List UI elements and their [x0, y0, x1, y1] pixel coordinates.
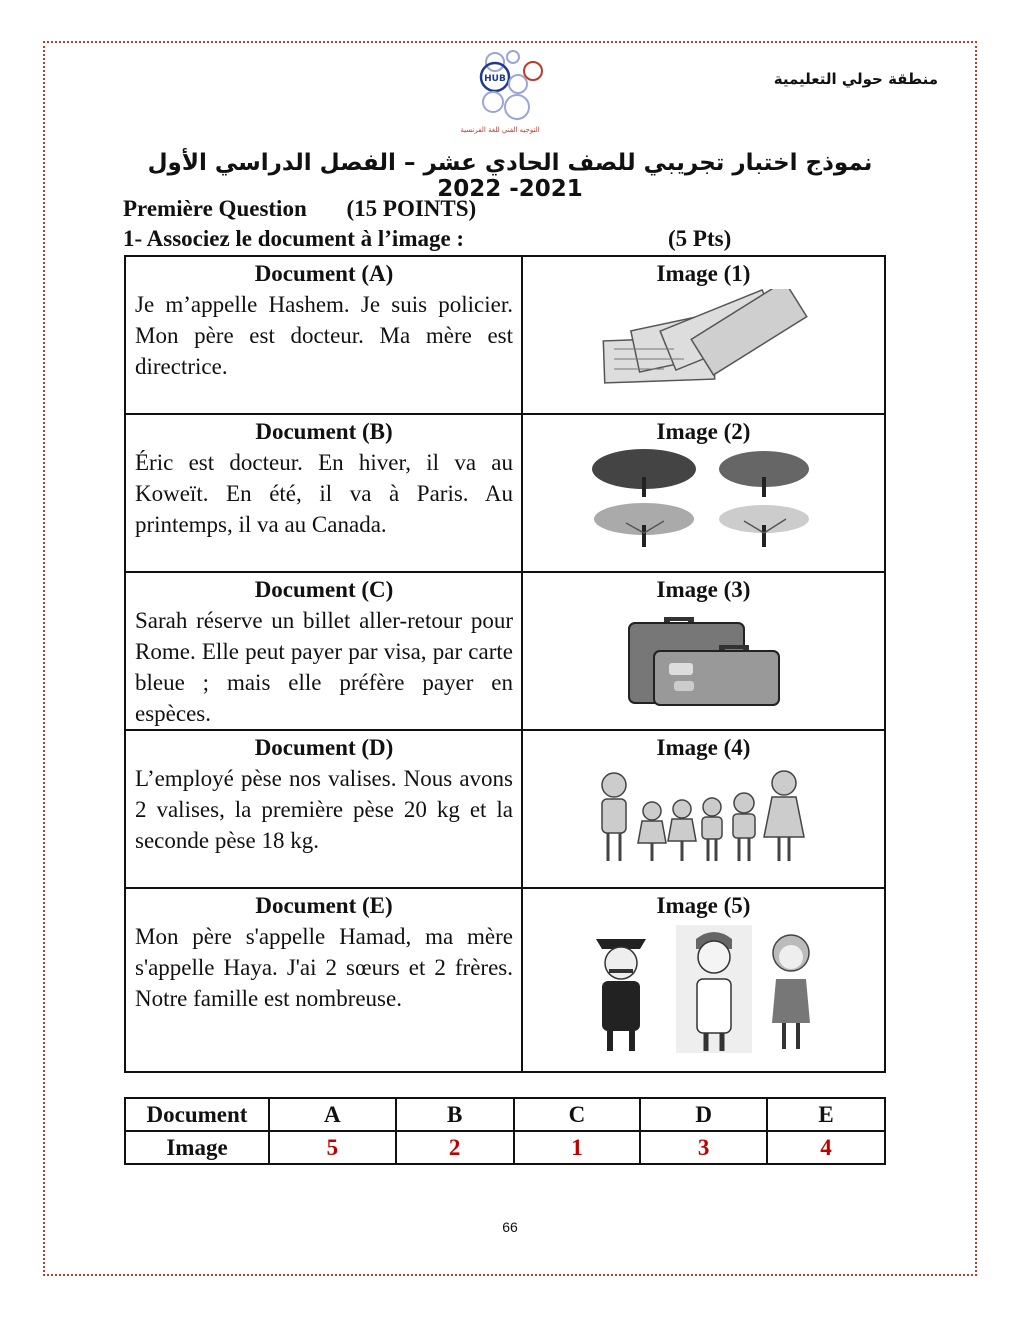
- table-row: [125, 256, 885, 414]
- document-title: Document (D): [254, 735, 394, 760]
- table-row: [125, 572, 885, 730]
- table-row: [125, 1098, 885, 1131]
- answer-letter: B: [396, 1098, 514, 1131]
- answer-letter: E: [767, 1098, 885, 1131]
- answer-letter: D: [640, 1098, 767, 1131]
- document-cell-b: [125, 414, 522, 572]
- image-cell-1: [522, 256, 885, 414]
- document-text: Mon père s'appelle Hamad, ma mère s'appelle Haya. J'ai 2 sœurs et 2 frères. Notre famille est nombreuse.: [135, 924, 513, 1011]
- document-text: L’employé pèse nos valises. Nous avons 2 valises, la première pèse 20 kg et la seconde pèse 18 kg.: [135, 766, 513, 853]
- image-title: Image (1): [656, 261, 751, 286]
- image-cell-5: [522, 888, 885, 1072]
- region-name: منطقة حولي التعليمية: [773, 70, 938, 88]
- document-cell-d: [125, 730, 522, 888]
- image-title: Image (2): [656, 419, 751, 444]
- instruction-points: (5 Pts): [668, 226, 732, 251]
- answer-table: [124, 1097, 886, 1165]
- table-row: [125, 414, 885, 572]
- policeman-icon: [596, 939, 646, 1051]
- image-cell-4: [522, 730, 885, 888]
- hub-logo: [445, 44, 555, 149]
- question-label: Première Question: [123, 196, 307, 221]
- instruction-heading: [123, 226, 763, 252]
- seasons-trees-icon: [589, 447, 819, 552]
- suitcases-icon: [624, 605, 784, 710]
- answer-value: 2: [396, 1131, 514, 1164]
- document-label: Document: [125, 1098, 269, 1131]
- document-title: Document (E): [255, 893, 393, 918]
- table-row: [125, 1131, 885, 1164]
- page-title: نموذج اختبار تجريبي للصف الحادي عشر – الفصل الدراسي الأول 2021- 2022: [147, 150, 873, 202]
- matching-table: [124, 255, 886, 1073]
- logo-text: HUB: [484, 74, 506, 84]
- question-points: (15 POINTS): [346, 196, 477, 221]
- document-cell-e: [125, 888, 522, 1072]
- document-text: Éric est docteur. En hiver, il va au Koweït. En été, il va à Paris. Au printemps, il va au Canada.: [135, 450, 513, 537]
- logo-caption: التوجيه الفني للغة الفرنسية: [460, 126, 540, 134]
- image-title: Image (5): [656, 893, 751, 918]
- image-title: Image (3): [656, 577, 751, 602]
- family-icon: [584, 763, 824, 868]
- answer-value: 5: [269, 1131, 396, 1164]
- document-text: Sarah réserve un billet aller-retour pour Rome. Elle peut payer par visa, par carte bleue ; mais elle préfère payer en espèces.: [135, 608, 513, 726]
- answer-letter: C: [514, 1098, 641, 1131]
- document-title: Document (A): [254, 261, 394, 286]
- image-cell-3: [522, 572, 885, 730]
- answer-value: 3: [640, 1131, 767, 1164]
- question-heading: [123, 196, 476, 222]
- page-number: 66: [502, 1219, 518, 1235]
- image-label: Image: [125, 1131, 269, 1164]
- table-row: [125, 888, 885, 1072]
- document-cell-c: [125, 572, 522, 730]
- professions-icon: [584, 921, 824, 1056]
- document-cell-a: [125, 256, 522, 414]
- document-text: Je m’appelle Hashem. Je suis policier. Mon père est docteur. Ma mère est directrice.: [135, 292, 513, 379]
- banknotes-icon: [584, 289, 824, 394]
- image-title: Image (4): [656, 735, 751, 760]
- doctor-icon: [676, 925, 752, 1053]
- document-title: Document (C): [254, 577, 394, 602]
- document-title: Document (B): [255, 419, 393, 444]
- image-cell-2: [522, 414, 885, 572]
- answer-letter: A: [269, 1098, 396, 1131]
- answer-value: 1: [514, 1131, 641, 1164]
- instruction-text: 1- Associez le document à l’image :: [123, 226, 465, 251]
- table-row: [125, 730, 885, 888]
- answer-value: 4: [767, 1131, 885, 1164]
- director-icon: [772, 935, 810, 1049]
